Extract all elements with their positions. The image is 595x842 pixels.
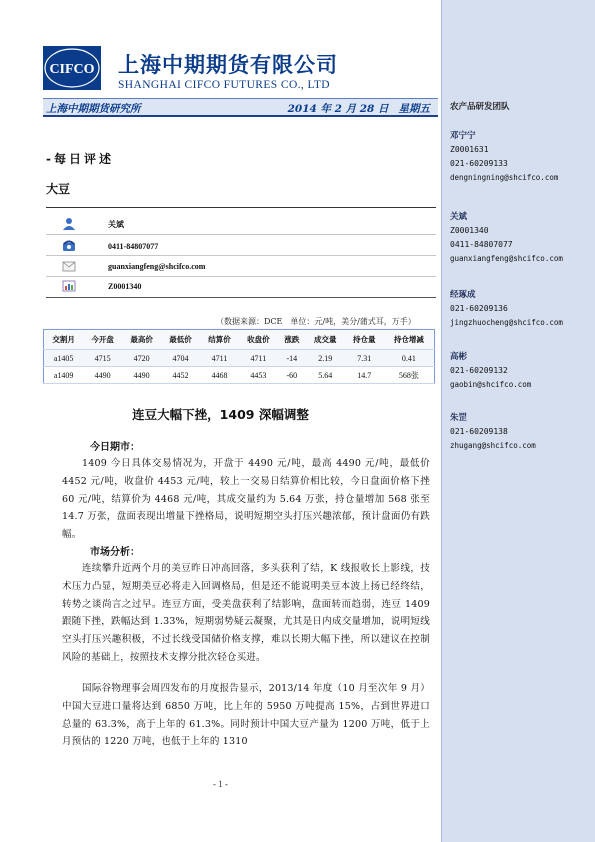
table-header: 涨跌 [278, 330, 306, 350]
team-title: 农产品研发团队 [450, 102, 510, 112]
contact-card [450, 411, 536, 453]
contact-email[interactable]: guanxiangfeng@shcifco.com [450, 254, 563, 263]
contact-name: 朱罡 [450, 413, 468, 423]
table-cell: 4704 [161, 350, 200, 367]
article-headline: 连豆大幅下挫，1409 深幅调整 [132, 407, 309, 422]
table-cell: 4720 [122, 350, 161, 367]
table-cell: 7.31 [345, 350, 384, 367]
contact-card [450, 129, 558, 185]
contact-card [450, 288, 563, 330]
table-cell: 4711 [239, 350, 278, 367]
contact-card [450, 350, 531, 392]
table-header: 最高价 [122, 330, 161, 350]
paragraph-market-analysis: 连续攀升近两个月的美豆昨日冲高回落，多头获利了结，K 线报收长上影线，技术压力凸显，短期美豆必将走入回调格局，但是还不能说明美豆本波上扬已经终结，转势之谈尚言之过早。连豆方面，受美盘获利了结影响，盘面转而趋弱，连豆 1409 跟随下挫，跌幅达到 1.33%，短期弱势疑云凝聚，尤其是日内成交量增加，说明短线空头打压兴趣积极，不过长线受国储价格支撑，难以长期大幅下挫，所以建议在控制风险的基础上，按照技术支撑分批次轻仓买进。 [62, 563, 430, 663]
contact-phone: 0411-84807077 [450, 240, 513, 249]
author-email[interactable]: guanxiangfeng@shcifco.com [108, 261, 206, 271]
table-row [44, 367, 435, 384]
contact-phone: 021-60209133 [450, 159, 508, 168]
divider [46, 255, 436, 256]
author-phone-row [62, 237, 158, 255]
table-cell: a1409 [44, 367, 84, 384]
id-card-icon [62, 279, 76, 293]
table-cell: 14.7 [345, 367, 384, 384]
contact-phone: 021-60209136 [450, 304, 508, 313]
logo-text: CIFCO [49, 62, 95, 77]
table-cell: 568张 [384, 367, 435, 384]
contact-name: 邓宁宁 [450, 131, 476, 141]
table-header: 最低价 [161, 330, 200, 350]
table-cell: 4453 [239, 367, 278, 384]
table-cell: 4490 [83, 367, 122, 384]
contact-id: Z0001631 [450, 145, 489, 154]
table-cell: 4468 [200, 367, 239, 384]
table-header-row [44, 330, 435, 350]
data-source-note: （数据来源：DCE 单位：元/吨，美分/蒲式耳，万手） [216, 317, 416, 326]
divider [46, 297, 436, 298]
table-header: 成交量 [306, 330, 345, 350]
contact-name: 高彬 [450, 352, 468, 362]
table-cell: -14 [278, 350, 306, 367]
contact-phone: 021-60209138 [450, 427, 508, 436]
table-header: 持仓量 [345, 330, 384, 350]
contact-email[interactable]: dengningning@shcifco.com [450, 173, 559, 182]
table-cell: 2.19 [306, 350, 345, 367]
commodity-title: 大豆 [46, 182, 71, 196]
contact-card [450, 210, 563, 266]
price-table [43, 329, 435, 384]
table-cell: 5.64 [306, 367, 345, 384]
company-name-cn: 上海中期期货有限公司 [118, 53, 338, 77]
table-header: 今开盘 [83, 330, 122, 350]
author-phone: 0411-84807077 [108, 241, 159, 251]
table-header: 收盘价 [239, 330, 278, 350]
paragraph-today-market: 1409 今日具体交易情况为，开盘于 4490 元/吨，最高 4490 元/吨，最低价 4452 元/吨，收盘价 4453 元/吨，较上一交易日结算价相比较，今日盘面价格下挫 60 元/吨，结算价为 4468 元/吨，其成交量约为 5.64 万张，持仓量增加 568 张至 14.7 万张，盘面表现出增量下挫格局，说明短期空头打压兴趣浓郁，预计盘面仍有跌幅。 [62, 458, 430, 541]
institute-name: 上海中期期货研究所 [46, 103, 141, 115]
section-title: -每日评述 [46, 152, 114, 166]
author-id-row [62, 277, 141, 295]
phone-icon [62, 239, 76, 253]
subheading-market-analysis: 市场分析： [90, 547, 140, 558]
company-logo [43, 46, 101, 90]
contact-email[interactable]: jingzhuocheng@shcifco.com [450, 318, 563, 327]
person-icon [62, 217, 76, 231]
contact-name: 经琢成 [450, 290, 476, 300]
author-name-row [62, 215, 124, 233]
table-cell: 4711 [200, 350, 239, 367]
table-cell: -60 [278, 367, 306, 384]
table-cell: a1405 [44, 350, 84, 367]
subheading-today-market: 今日期市： [90, 442, 140, 453]
sidebar [441, 0, 595, 842]
weekday-text: 星期五 [398, 103, 430, 115]
author-license-id: Z0001340 [108, 281, 142, 291]
paragraph-igc-report: 国际谷物理事会周四发布的月度报告显示，2013/14 年度（10 月至次年 9 月）中国大豆进口量将达到 6850 万吨，比上年的 5950 万吨提高 15%，占到世界进口总量的 63.3%，高于上年的 61.3%。同时预计中国大豆产量为 1200 万吨，低于上月预估的 1220 万吨，也低于上年的 1310 [62, 683, 430, 748]
contact-name: 关斌 [450, 212, 468, 222]
company-name-en: SHANGHAI CIFCO FUTURES CO., LTD [118, 79, 330, 91]
report-date [278, 101, 430, 116]
author-name: 关斌 [108, 219, 124, 229]
divider [46, 207, 436, 208]
contact-id: Z0001340 [450, 226, 489, 235]
contact-email[interactable]: zhugang@shcifco.com [450, 441, 536, 450]
page-number: - 1 - [213, 779, 228, 789]
header-bar [43, 98, 438, 117]
table-row [44, 350, 435, 367]
table-cell: 0.41 [384, 350, 435, 367]
author-email-row [62, 257, 205, 275]
table-header: 持仓增减 [384, 330, 435, 350]
divider [46, 234, 436, 235]
date-text: 2014 年 2 月 28 日 [287, 103, 389, 115]
table-header: 结算价 [200, 330, 239, 350]
table-cell: 4715 [83, 350, 122, 367]
contact-phone: 021-60209132 [450, 366, 508, 375]
table-cell: 4452 [161, 367, 200, 384]
table-header: 交割月 [44, 330, 84, 350]
contact-email[interactable]: gaobin@shcifco.com [450, 380, 532, 389]
table-cell: 4490 [122, 367, 161, 384]
mail-icon [62, 259, 76, 273]
